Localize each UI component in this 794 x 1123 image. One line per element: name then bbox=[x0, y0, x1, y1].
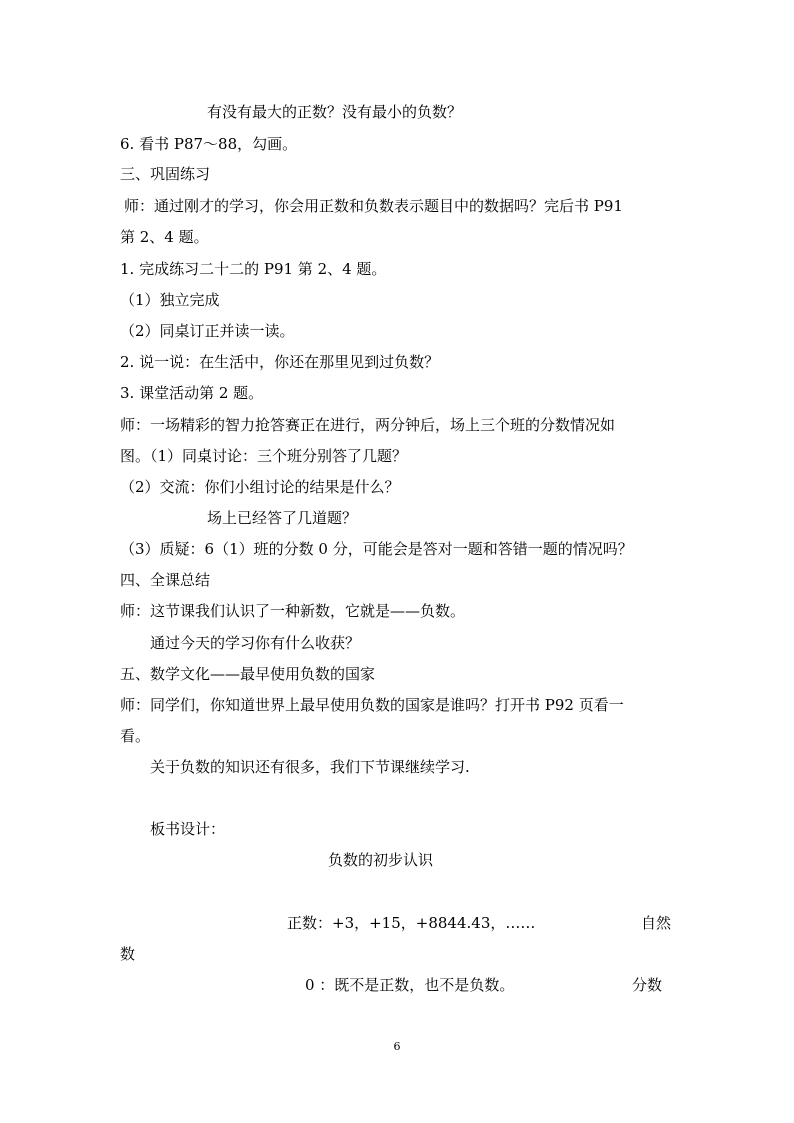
section-heading: 五、数学文化——最早使用负数的国家 bbox=[120, 665, 376, 683]
text-line: （3）质疑：6（1）班的分数 0 分，可能会是答对一题和答错一题的情况吗？ bbox=[120, 540, 633, 558]
text-line: 3. 课堂活动第 2 题。 bbox=[120, 384, 264, 402]
text-line: 看。 bbox=[120, 727, 151, 745]
page-number: 6 bbox=[393, 1040, 401, 1053]
text-line: （2）同桌订正并读一读。 bbox=[120, 322, 295, 340]
board-fraction-label: 分数 bbox=[632, 976, 663, 994]
text-line: （2）交流：你们小组讨论的结果是什么？ bbox=[120, 478, 400, 496]
board-natural-label-cont: 数 bbox=[120, 945, 136, 963]
section-heading: 四、全课总结 bbox=[120, 571, 211, 589]
text-line: （1）独立完成 bbox=[120, 291, 220, 309]
section-heading: 三、巩固练习 bbox=[120, 165, 211, 183]
text-line: 第 2、4 题。 bbox=[120, 228, 209, 246]
board-natural-label: 自然 bbox=[641, 914, 672, 932]
text-line: 通过今天的学习你有什么收获？ bbox=[150, 634, 361, 652]
text-line: 师：一场精彩的智力抢答赛正在进行，两分钟后，场上三个班的分数情况如 bbox=[120, 416, 616, 434]
text-line: 场上已经答了几道题？ bbox=[207, 509, 358, 527]
text-line: 图。（1）同桌讨论：三个班分别答了几题？ bbox=[120, 447, 408, 465]
text-line: 师：通过刚才的学习，你会用正数和负数表示题目中的数据吗？完后书 P91 bbox=[124, 197, 623, 215]
board-heading: 板书设计： bbox=[150, 820, 226, 838]
text-line: 师：这节课我们认识了一种新数，它就是——负数。 bbox=[120, 602, 466, 620]
board-title: 负数的初步认识 bbox=[328, 851, 434, 869]
board-positive-line: 正数：+3，+15，+8844.43，…… bbox=[287, 914, 536, 932]
text-line: 有没有最大的正数？没有最小的负数？ bbox=[207, 103, 463, 121]
board-zero-line: 0 ：既不是正数，也不是负数。 bbox=[305, 976, 515, 994]
text-line: 关于负数的知识还有很多，我们下节课继续学习. bbox=[150, 758, 470, 776]
text-line: 6. 看书 P87～88，勾画。 bbox=[120, 135, 298, 153]
text-line: 1. 完成练习二十二的 P91 第 2、4 题。 bbox=[120, 260, 387, 278]
text-line: 师：同学们，你知道世界上最早使用负数的国家是谁吗？打开书 P92 页看一 bbox=[120, 696, 624, 714]
text-line: 2. 说一说：在生活中，你还在那里见到过负数？ bbox=[120, 353, 440, 371]
